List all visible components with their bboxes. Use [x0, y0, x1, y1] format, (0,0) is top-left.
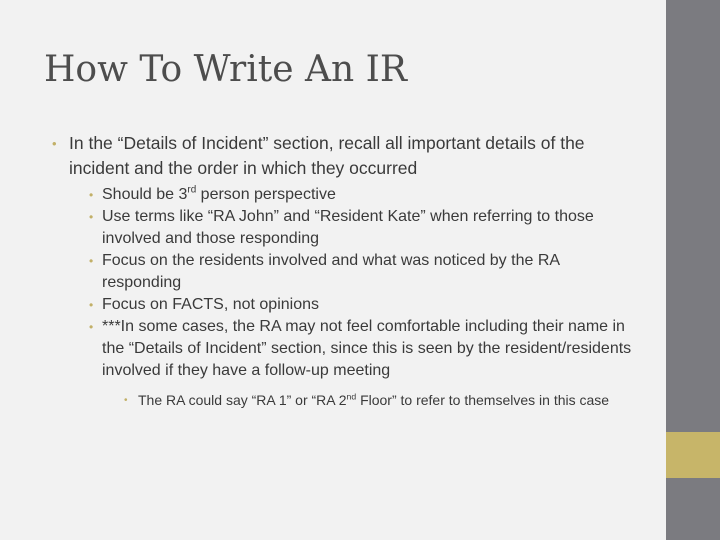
bullet-dot-icon: •: [89, 320, 94, 334]
slide-content: [52, 131, 642, 411]
sidebar-bar-top: [666, 0, 720, 432]
sub-bullet-focus-residents: [89, 250, 642, 294]
bullet-dot-icon: •: [89, 298, 94, 312]
sub-bullet-text: Use terms like “RA John” and “Resident Kate” when referring to those involved and those responding: [102, 208, 594, 247]
sub-sub-bullet-ra-naming: [124, 390, 642, 411]
sub-bullet-list: [69, 184, 642, 411]
sub-bullet-perspective: [89, 184, 642, 206]
slide-title: How To Write An IR: [44, 49, 407, 90]
bullet-dot-icon: •: [52, 136, 57, 151]
sub-bullet-text: Focus on the residents involved and what was noticed by the RA responding: [102, 252, 560, 291]
sub-bullet-terms: [89, 206, 642, 250]
bullet-details-of-incident: [52, 131, 642, 411]
sub-sub-bullet-list: [102, 390, 642, 411]
sub-bullet-some-cases: [89, 316, 642, 411]
bullet-dot-icon: •: [89, 254, 94, 268]
sub-bullet-focus-facts: [89, 294, 642, 316]
bullet-dot-icon: •: [124, 395, 128, 406]
bullet-dot-icon: •: [89, 210, 94, 224]
bullet-text: In the “Details of Incident” section, recall all important details of the incident and the order in which they occurred: [69, 133, 585, 178]
sub-bullet-text: Focus on FACTS, not opinions: [102, 296, 319, 313]
bullet-list: [52, 131, 642, 411]
sidebar-accent-block: [666, 432, 720, 478]
bullet-dot-icon: •: [89, 188, 94, 202]
sub-bullet-text: ***In some cases, the RA may not feel comfortable including their name in the “Details of Incident” section, since this is seen by the resident/residents involved if they have a follow-up meeting: [102, 318, 632, 379]
sub-sub-bullet-text: The RA could say “RA 1” or “RA 2nd Floor” to refer to themselves in this case: [138, 391, 610, 408]
sub-bullet-text: Should be 3rd person perspective: [102, 184, 336, 203]
sidebar-bar-bottom: [666, 478, 720, 540]
